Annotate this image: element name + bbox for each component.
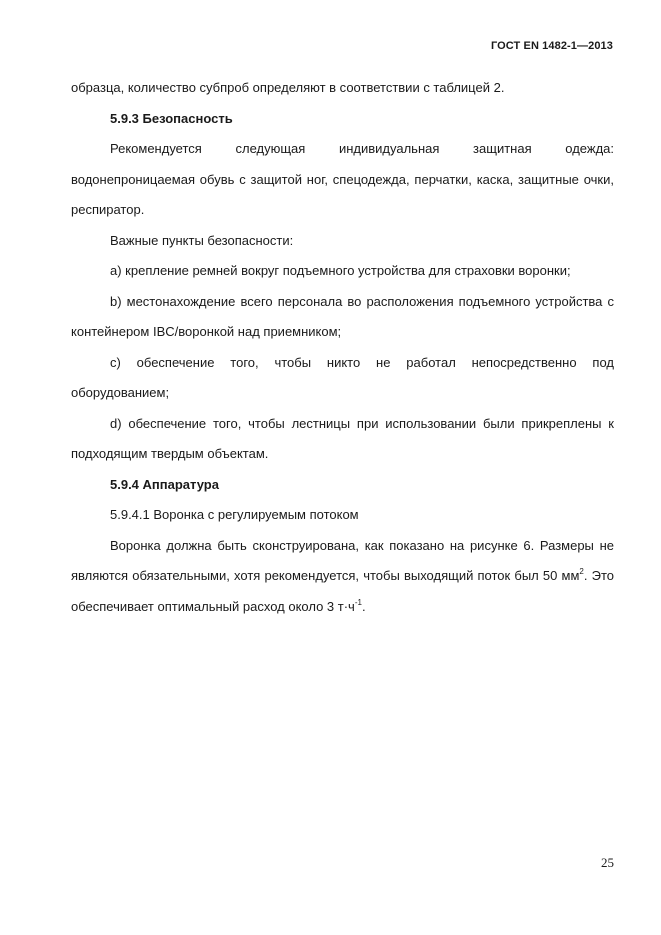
page-number: 25 (601, 855, 614, 870)
section-heading-5-9-3: 5.9.3 Безопасность (110, 110, 233, 126)
safety-item-d: d) обеспечение того, чтобы лестницы при использовании были прикреплены к подходящим твердым объектам. (71, 415, 614, 461)
funnel-text-part1: Воронка должна быть сконструирована, как показано на рисунке 6. Размеры не являются обязательными, хотя рекомендуется, чтобы выходящий поток был 50 мм (71, 537, 614, 583)
standard-header: ГОСТ EN 1482-1—2013 (490, 40, 613, 52)
section-heading-5-9-4: 5.9.4 Аппаратура (110, 476, 219, 492)
funnel-text-part3: . (361, 598, 366, 614)
safety-item-c: c) обеспечение того, чтобы никто не работал непосредственно под оборудованием; (71, 354, 614, 400)
superscript-minus-one: -1 (354, 597, 362, 607)
paragraph-funnel-description (71, 531, 614, 623)
paragraph-continuation: образца, количество субпроб определяют в соответствии с таблицей 2. (71, 80, 505, 95)
safety-item-b: b) местонахождение всего персонала во расположения подъемного устройства с контейнером IBC/воронкой над приемником; (71, 293, 614, 339)
superscript-squared: 2 (579, 567, 584, 576)
funnel-text-part2: . Это обеспечивает оптимальный расход около 3 т·ч (71, 568, 614, 614)
safety-item-a: a) крепление ремней вокруг подъемного устройства для страховки воронки; (110, 263, 571, 278)
subsection-5-9-4-1: 5.9.4.1 Воронка с регулируемым потоком (110, 507, 359, 522)
page-body (71, 73, 614, 622)
paragraph-safety-points-intro: Важные пункты безопасности: (110, 232, 294, 248)
paragraph-protective-clothing: Рекомендуется следующая индивидуальная защитная одежда: водонепроницаемая обувь с защитой ног, спецодежда, перчатки, каска, защитные очки, респиратор. (71, 141, 614, 217)
